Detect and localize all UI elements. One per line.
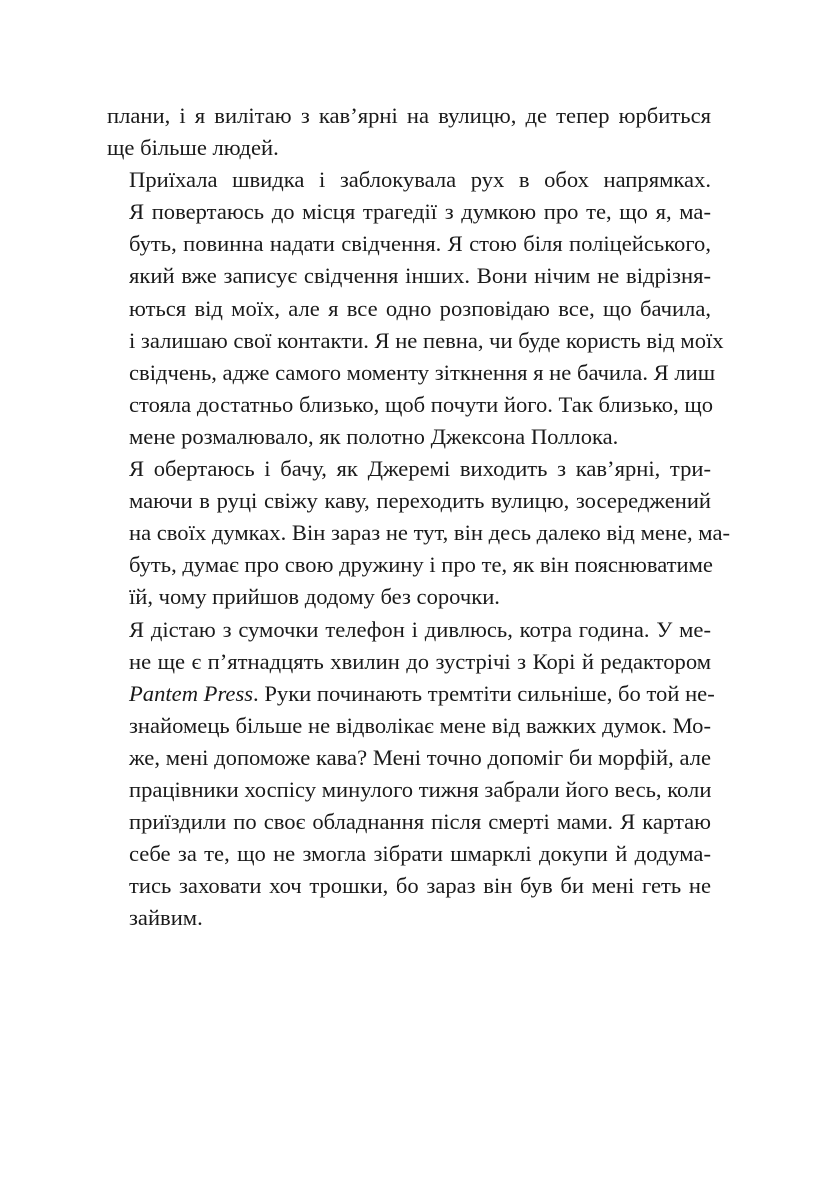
text-line: який вже записує свідчення інших. Вони нічим не відрізня-: [129, 263, 711, 289]
text-line: не ще є п’ятнадцять хвилин до зустрічі з Корі й редактором: [129, 648, 711, 674]
publisher-name: Pantem Press: [129, 680, 254, 706]
text-line: плани, і я вилітаю з кав’ярні на вулицю, де тепер юрбиться: [107, 103, 711, 128]
text-line: себе за те, що не змогла зібрати шмарклі докупи й додума-: [129, 841, 711, 867]
text-line: буть, повинна надати свідчення. Я стою біля поліцейського,: [129, 231, 711, 257]
text-line: зайвим.: [129, 905, 203, 931]
text-line: же, мені допоможе кава? Мені точно допоміг би морфій, але: [129, 744, 711, 770]
text-line: Я обертаюсь і бачу, як Джеремі виходить з кав’ярні, три-: [129, 456, 711, 482]
text-line: маючи в руці свіжу каву, переходить вулицю, зосереджений: [129, 488, 711, 514]
text-line: Я повертаюсь до місця трагедії з думкою про те, що я, ма-: [129, 199, 711, 225]
text-line: приїздили по своє обладнання після смерті мами. Я картаю: [129, 809, 711, 835]
text-line: ще більше людей.: [107, 135, 279, 161]
paragraph-4: [107, 614, 715, 935]
text-line: свідчень, адже самого моменту зіткнення я не бачила. Я лиш: [129, 359, 716, 385]
text-line: знайомець більше не відволікає мене від важких думок. Мо-: [129, 712, 711, 738]
text-line: тись заховати хоч трошки, бо зараз він був би мені геть не: [129, 873, 711, 899]
text-line: працівники хоспісу минулого тижня забрали його весь, коли: [129, 776, 712, 802]
text-line: мене розмалювало, як полотно Джексона Поллока.: [129, 423, 619, 449]
text-line: Приїхала швидка і заблокувала рух в обох напрямках.: [129, 167, 711, 193]
paragraph-3: [107, 453, 731, 613]
paragraph-1: [107, 100, 711, 164]
text-line: на своїх думках. Він зараз не тут, він десь далеко від мене, ма-: [129, 520, 731, 546]
text-line: їй, чому прийшов додому без сорочки.: [129, 584, 500, 610]
text-line: ються від моїх, але я все одно розповідаю все, що бачила,: [129, 295, 711, 321]
text-line: Я дістаю з сумочки телефон і дивлюсь, котра година. У ме-: [129, 616, 711, 642]
page-body: [107, 100, 731, 934]
text-line: і залишаю свої контакти. Я не певна, чи буде користь від моїх: [129, 327, 724, 353]
text-line: стояла достатньо близько, щоб почути його. Так близько, що: [129, 391, 714, 417]
text-line: буть, думає про свою дружину і про те, як він пояснюватиме: [129, 552, 713, 578]
paragraph-2: [107, 164, 724, 453]
text-line-with-italic: [107, 678, 715, 710]
line-remainder: . Руки починають тремтіти сильніше, бо той не-: [253, 680, 715, 706]
